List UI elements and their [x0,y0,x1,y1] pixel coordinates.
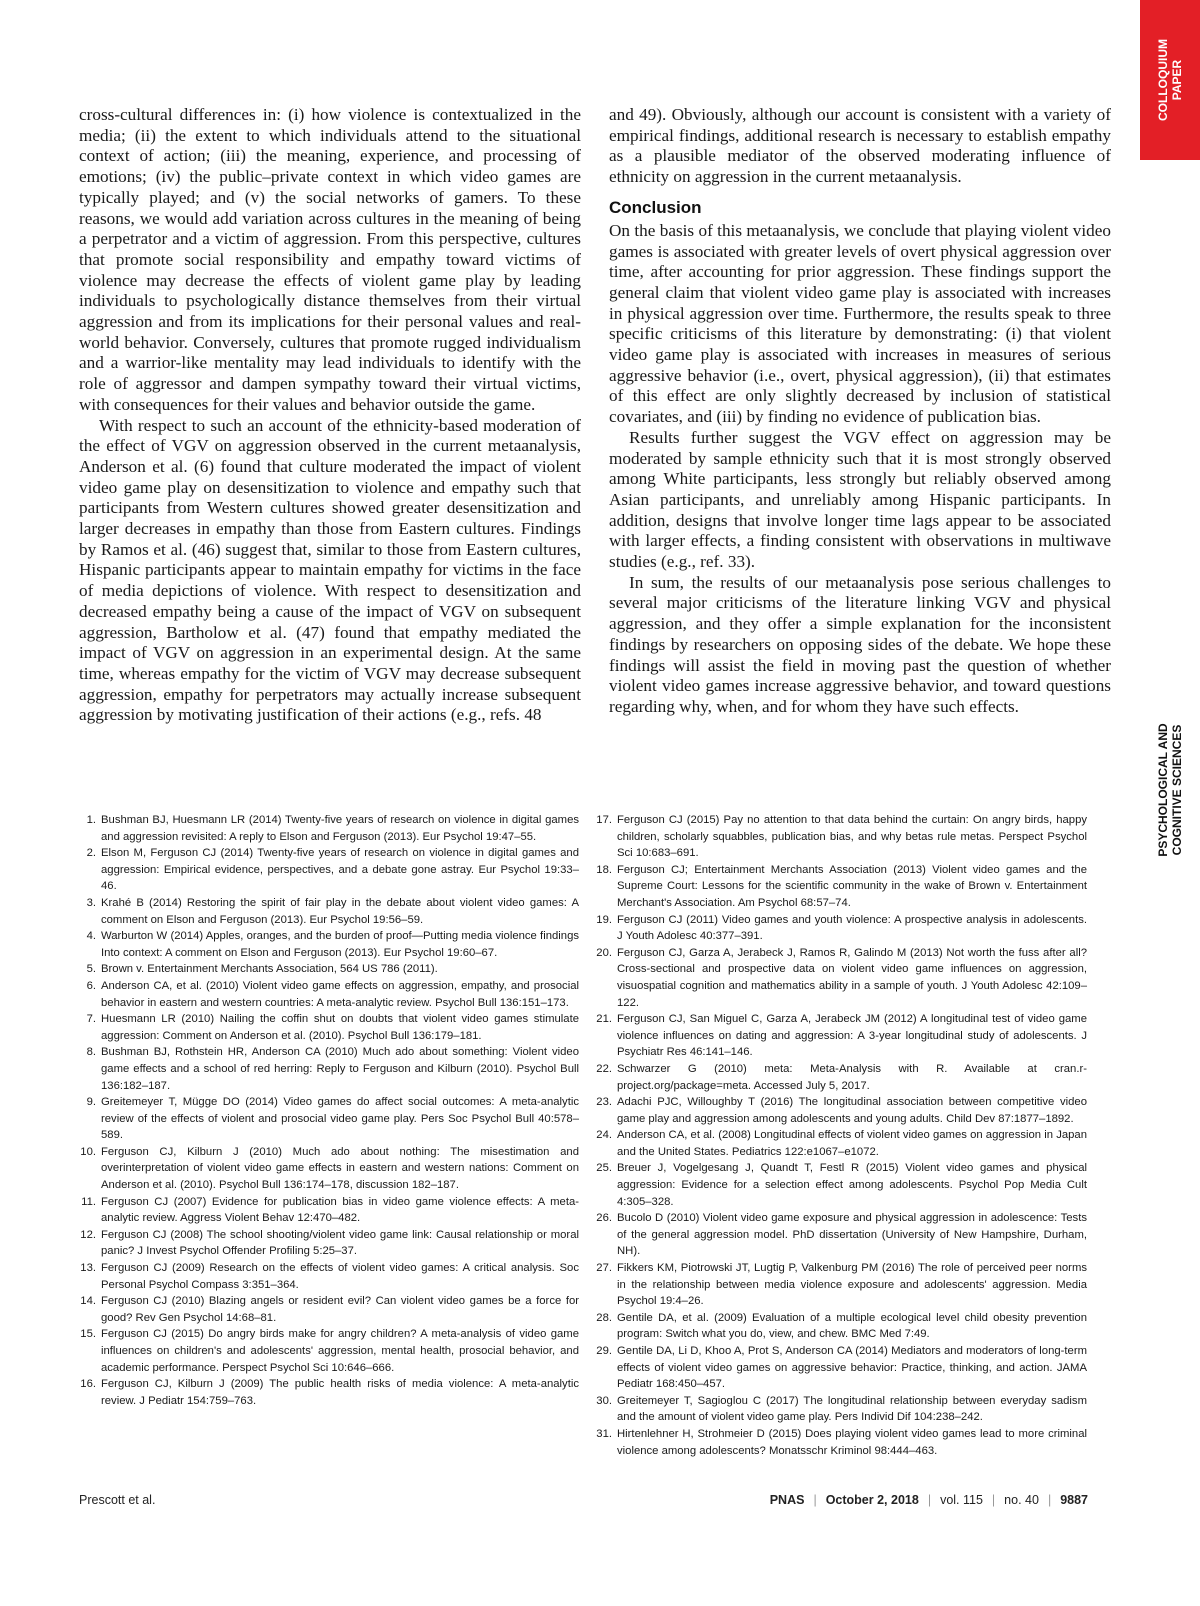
reference-text: Ferguson CJ (2015) Do angry birds make for angry children? A meta-analysis of video game influences on children's and adolescents' aggression, mental health, prosocial behavior, and academic performance. Perspect Psychol Sci 10:646–666. [101,1328,579,1374]
reference-text: Warburton W (2014) Apples, oranges, and the burden of proof—Putting media violence findings Into context: A comment on Elson and Ferguson (2013). Eur Psychol 19:60–67. [101,930,579,959]
reference-item [595,945,1087,1011]
reference-text: Bucolo D (2010) Violent video game exposure and physical aggression in adolescence: Tests of the general aggression model. PhD dissertation (University of New Hampshire, Durham, NH). [617,1212,1087,1258]
reference-text: Ferguson CJ, Garza A, Jerabeck J, Ramos R, Galindo M (2013) Not worth the fuss after all? Cross-sectional and prospective data on violent video game influences on aggression, visuospatial cognition and mathematics ability in a sample of youth. J Youth Adolesc 42:109–122. [617,946,1087,1009]
reference-item [79,1376,579,1409]
reference-item [79,1260,579,1293]
reference-text: Ferguson CJ (2010) Blazing angels or resident evil? Can violent video games be a force for good? Rev Gen Psychol 14:68–81. [101,1295,579,1324]
reference-number: 25. [596,1162,612,1175]
reference-item [79,1227,579,1260]
reference-number: 10. [80,1145,96,1158]
reference-number: 22. [596,1062,612,1075]
footer-issue: no. 40 [1004,1493,1039,1507]
footer-citation [770,1493,1088,1507]
reference-text: Anderson CA, et al. (2010) Violent video game effects on aggression, empathy, and prosocial behavior in eastern and western countries: A meta-analytic review. Psychol Bull 136:151–173. [101,979,579,1009]
reference-text: Ferguson CJ, Kilburn J (2010) Much ado about nothing: The misestimation and overinterpretation of violent video game effects in eastern and western nations: Comment on Anderson et al. (2010). Psychol Bull 136:174–178, discussion 182–187. [101,1145,579,1192]
paragraph: and 49). Obviously, although our account is consistent with a variety of empirical findings, additional research is necessary to establish empathy as a plausible mediator of the observed moderating influence of ethnicity on aggression in the current metaanalysis. [609,105,1111,187]
reference-number: 18. [596,863,612,876]
reference-number: 19. [596,913,612,926]
reference-item [595,1310,1087,1343]
reference-item [595,1210,1087,1260]
reference-number: 31. [596,1427,612,1440]
separator: | [927,1493,932,1507]
reference-text: Hirtenlehner H, Strohmeier D (2015) Does playing violent video games lead to more criminal violence among adolescents? Monatsschr Kriminol 98:444–463. [617,1427,1087,1457]
reference-number: 14. [80,1295,96,1308]
reference-text: Ferguson CJ; Entertainment Merchants Association (2013) Violent video games and the Supreme Court: Lessons for the scientific community in the wake of Brown v. Entertainment Merchant's Association. Am Psychol 68:57–74. [617,863,1087,909]
footer-date: October 2, 2018 [825,1493,919,1507]
reference-number: 12. [80,1228,96,1241]
tab-line-2: PAPER [1170,59,1184,101]
reference-item [595,1160,1087,1210]
reference-text: Krahé B (2014) Restoring the spirit of fair play in the debate about violent video games: A comment on Elson and Ferguson (2013). Eur Psychol 19:56–59. [101,896,579,926]
reference-item [595,1260,1087,1310]
reference-text: Adachi PJC, Willoughby T (2016) The longitudinal association between competitive video game play and aggression among adolescents and young adults. Child Dev 87:1877–1892. [617,1096,1087,1125]
right-text-column [609,105,1111,718]
reference-text: Ferguson CJ, San Miguel C, Garza A, Jerabeck JM (2012) A longitudinal test of video game violence influences on dating and aggression: A 3-year longitudinal study of adolescents. J Psychiatr Res 46:141–146. [617,1013,1087,1059]
reference-item [595,812,1087,862]
reference-item [79,1326,579,1376]
paragraph: In sum, the results of our metaanalysis pose serious challenges to several major criticisms of the literature linking VGV and physical aggression, and they offer a simple explanation for the inconsistent findings by researchers on opposing sides of the debate. We hope these findings will assist the field in moving past the question of whether violent video games increase aggressive behavior, and toward questions regarding why, when, and for whom they have such effects. [609,572,1111,716]
reference-item [595,1011,1087,1061]
reference-number: 13. [80,1262,96,1275]
reference-number: 5. [86,963,96,976]
reference-item [595,1061,1087,1094]
section-side-label [1140,700,1200,880]
reference-number: 26. [596,1212,612,1225]
reference-text: Schwarzer G (2010) meta: Meta-Analysis with R. Available at cran.r-project.org/package=meta. Accessed July 5, 2017. [617,1062,1087,1092]
reference-number: 8. [86,1046,96,1059]
reference-item [595,1094,1087,1127]
reference-item [79,1094,579,1144]
section-label-line-1: PSYCHOLOGICAL AND [1156,723,1170,857]
reference-number: 27. [596,1262,612,1275]
reference-number: 7. [86,1013,96,1026]
reference-item [79,845,579,895]
reference-number: 6. [86,979,96,992]
reference-item [595,1426,1087,1459]
reference-text: Huesmann LR (2010) Nailing the coffin shut on doubts that violent video games stimulate aggression: Comment on Anderson et al. (2010). Psychol Bull 136:179–181. [101,1013,579,1042]
reference-item [79,812,579,845]
paragraph: On the basis of this metaanalysis, we conclude that playing violent video games is associated with greater levels of overt physical aggression over time, after accounting for prior aggression. These findings support the general claim that violent video game play is associated with increases in physical aggression over time. Furthermore, the results speak to three specific criticisms of this literature by demonstrating: (i) that violent video game play is associated with increases in measures of serious aggressive behavior (i.e., overt, physical aggression), (ii) that estimates of this effect are only slightly decreased by inclusion of statistical covariates, and (iii) by finding no evidence of publication bias. [609,220,1111,427]
references-left [79,812,579,1409]
colloquium-paper-tab [1140,0,1200,160]
reference-number: 23. [596,1096,612,1109]
reference-number: 15. [80,1328,96,1341]
footer-journal: PNAS [769,1493,805,1507]
reference-text: Greitemeyer T, Mügge DO (2014) Video games do affect social outcomes: A meta-analytic review of the effects of violent and prosocial video game play. Pers Soc Psychol Bull 40:578–589. [101,1096,579,1142]
reference-item [79,895,579,928]
reference-text: Anderson CA, et al. (2008) Longitudinal effects of violent video games on aggression in Japan and the United States. Pediatrics 122:e1067–e1072. [617,1129,1087,1158]
reference-number: 9. [86,1096,96,1109]
reference-number: 2. [86,847,96,860]
reference-text: Ferguson CJ (2008) The school shooting/violent video game link: Causal relationship or moral panic? J Invest Psychol Offender Profiling 5:25–37. [101,1228,579,1258]
reference-item [79,1194,579,1227]
reference-text: Ferguson CJ (2009) Research on the effects of violent video games: A critical analysis. Soc Personal Psychol Compass 3:351–364. [101,1262,579,1291]
reference-item [79,1293,579,1326]
left-text-column [79,105,581,726]
reference-item [595,912,1087,945]
footer-page-number: 9887 [1060,1493,1088,1507]
reference-number: 16. [80,1378,96,1391]
reference-text: Ferguson CJ (2007) Evidence for publication bias in video game violence effects: A meta-analytic review. Aggress Violent Behav 12:470–482. [101,1195,579,1225]
section-label-line-2: COGNITIVE SCIENCES [1170,724,1184,856]
reference-number: 3. [86,896,96,909]
paragraph: cross-cultural differences in: (i) how violence is contextualized in the media; (ii) the extent to which individuals attend to the situational context of action; (iii) the meaning, experience, and processing of emotions; (iv) the public–private context in which video games are typically played; and (v) the social networks of gamers. To these reasons, we would add variation across cultures in the meaning of being a perpetrator and a victim of aggression. From this perspective, cultures that promote social responsibility and empathy toward victims of violence may decrease the effects of violent game play by leading individuals to psychologically distance themselves from their virtual aggression and from its implications for their personal values and real-world behavior. Conversely, cultures that promote rugged individualism and a warrior-like mentality may lead individuals to identify with the role of aggressor and dampen sympathy toward their virtual victims, with consequences for their values and behavior outside the game. [79,105,581,414]
reference-text: Gentile DA, Li D, Khoo A, Prot S, Anderson CA (2014) Mediators and moderators of long-term effects of violent video games on aggressive behavior: Practice, thinking, and action. JAMA Pediatr 168:450–457. [617,1345,1087,1391]
reference-number: 21. [596,1013,612,1026]
paragraph: With respect to such an account of the ethnicity-based moderation of the effect of VGV on aggression observed in the current metaanalysis, Anderson et al. (6) found that culture moderated the impact of violent video game play on desensitization to violence and empathy such that participants from Western cultures showed greater desensitization and larger decreases in empathy than those from Eastern cultures. Findings by Ramos et al. (46) suggest that, similar to those from Eastern cultures, Hispanic participants appear to maintain empathy for victims in the face of media depictions of violence. With respect to desensitization and decreased empathy being a cause of the impact of VGV on subsequent aggression, Bartholow et al. (47) found that empathy mediated the impact of VGV on aggression in an experimental design. At the same time, whereas empathy for the victim of VGV may decrease subsequent aggression, empathy for perpetrators may actually increase subsequent aggression by motivating justification of their actions (e.g., refs. 48 [79,415,581,725]
reference-text: Gentile DA, et al. (2009) Evaluation of a multiple ecological level child obesity prevention program: Switch what you do, view, and chew. BMC Med 7:49. [617,1311,1087,1341]
reference-item [595,1393,1087,1426]
reference-number: 20. [596,946,612,959]
references-right [595,812,1087,1459]
reference-item [595,1343,1087,1393]
reference-item [79,1011,579,1044]
reference-item [79,961,579,978]
reference-text: Greitemeyer T, Sagioglou C (2017) The longitudinal relationship between everyday sadism and the amount of violent video game play. Pers Individ Dif 104:238–242. [617,1394,1087,1424]
reference-number: 11. [81,1195,96,1208]
footer-volume: vol. 115 [940,1493,983,1507]
reference-text: Ferguson CJ, Kilburn J (2009) The public health risks of media violence: A meta-analytic review. J Pediatr 154:759–763. [101,1378,579,1407]
reference-item [595,1127,1087,1160]
footer-authors: Prescott et al. [79,1493,156,1507]
reference-text: Ferguson CJ (2011) Video games and youth violence: A prospective analysis in adolescents. J Youth Adolesc 40:377–391. [617,913,1087,943]
reference-number: 1. [86,814,96,826]
separator: | [991,1493,996,1507]
reference-number: 4. [86,930,96,943]
reference-text: Elson M, Ferguson CJ (2014) Twenty-five years of research on violence in digital games and aggression: Empirical evidence, perspectives, and a debate gone astray. Eur Psychol 19:33–46. [101,847,579,893]
reference-number: 24. [596,1129,612,1142]
reference-item [79,1144,579,1194]
reference-text: Bushman BJ, Rothstein HR, Anderson CA (2010) Much ado about something: Violent video game effects and a school of red herring: Reply to Ferguson and Kilburn (2010). Psychol Bull 136:182–187. [101,1046,579,1092]
reference-item [79,1044,579,1094]
reference-item [79,978,579,1011]
tab-line-1: COLLOQUIUM [1156,39,1170,121]
reference-item [595,862,1087,912]
reference-number: 28. [596,1311,612,1324]
reference-number: 30. [596,1394,612,1407]
reference-text: Breuer J, Vogelgesang J, Quandt T, Festl R (2015) Violent video games and physical aggression: Evidence for a selection effect among adolescents. Psychol Pop Media Cult 4:305–328. [617,1162,1087,1208]
reference-text: Ferguson CJ (2015) Pay no attention to that data behind the curtain: On angry birds, happy children, scholarly squabbles, publication bias, and why betas rule metas. Perspect Psychol Sci 10:683–691. [617,814,1087,860]
separator: | [813,1493,817,1507]
reference-number: 29. [596,1345,612,1357]
paragraph: Results further suggest the VGV effect on aggression may be moderated by sample ethnicity such that it is most strongly observed among White participants, less strongly but reliably observed among Asian participants, and unreliably among Hispanic participants. In addition, designs that involve longer time lags appear to be associated with larger effects, a finding consistent with observations in multiwave studies (e.g., ref. 33). [609,427,1111,572]
reference-text: Bushman BJ, Huesmann LR (2014) Twenty-five years of research on violence in digital games and aggression revisited: A reply to Elson and Ferguson (2013). Eur Psychol 19:47–55. [101,814,579,843]
reference-item [79,928,579,961]
reference-number: 17. [596,814,612,826]
conclusion-heading: Conclusion [609,197,702,217]
reference-text: Fikkers KM, Piotrowski JT, Lugtig P, Valkenburg PM (2016) The role of perceived peer norms in the relationship between media violence exposure and adolescents' aggression. Media Psychol 19:4–26. [617,1262,1087,1308]
reference-text: Brown v. Entertainment Merchants Association, 564 US 786 (2011). [101,963,438,976]
separator: | [1047,1493,1052,1507]
